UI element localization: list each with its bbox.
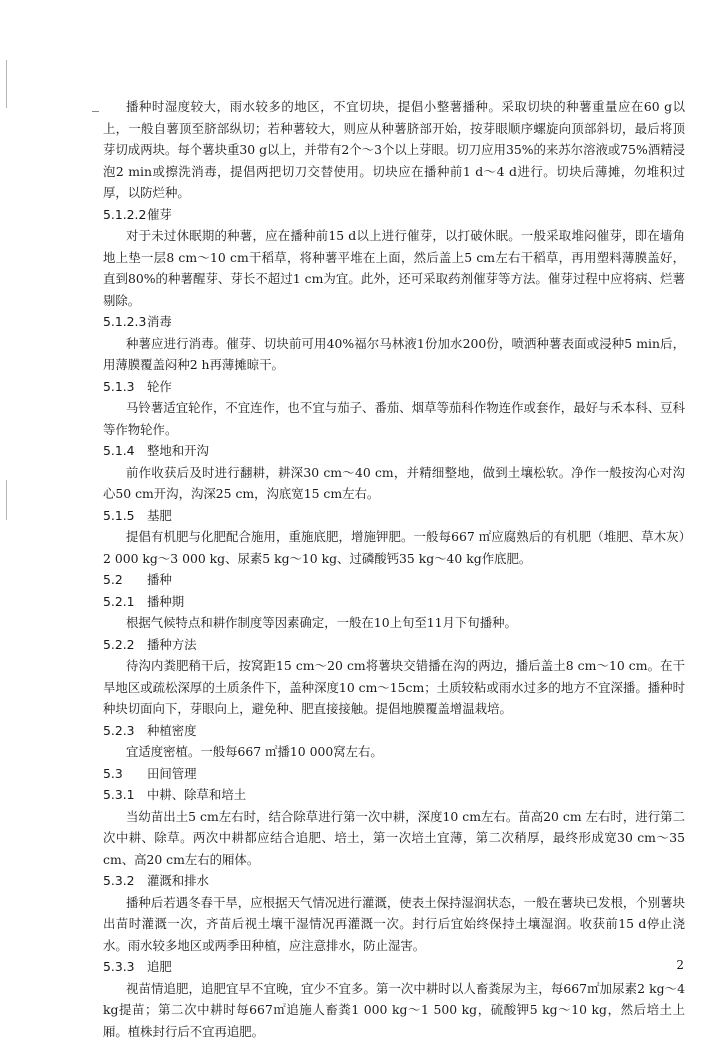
section-heading — [103, 634, 685, 656]
page-number: 2 — [676, 958, 684, 972]
document-body — [103, 96, 685, 1042]
section-heading — [103, 311, 685, 333]
section-number: 5.1.2.2 — [103, 204, 147, 226]
section-title: 灌溉和排水 — [147, 873, 209, 888]
section-title: 整地和开沟 — [147, 443, 209, 458]
section-number: 5.2.2 — [103, 634, 147, 656]
section-title: 追肥 — [147, 959, 172, 974]
paragraph: 宜适度密植。一般每667 ㎡播10 000窝左右。 — [103, 741, 685, 763]
section-title: 播种 — [147, 572, 172, 587]
section-number: 5.1.5 — [103, 505, 147, 527]
section-number: 5.1.4 — [103, 440, 147, 462]
section-number: 5.3.3 — [103, 956, 147, 978]
section-number: 5.2 — [103, 569, 147, 591]
section-number: 5.2.3 — [103, 720, 147, 742]
section-title: 种植密度 — [147, 723, 197, 738]
paragraph: 对于未过休眠期的种薯，应在播种前15 d以上进行催芽，以打破休眠。一般采取堆闷催芽，即在墙角地上垫一层8 cm～10 cm干稻草，将种薯平堆在上面，然后盖上5 cm左右干稻草，再用塑料薄膜盖好，直到80%的种薯醒芽、芽长不超过1 cm为宜。此外，还可采取药剂催芽等方法。催芽过程中应将病、烂薯剔除。 — [103, 225, 685, 311]
paragraph: 提倡有机肥与化肥配合施用，重施底肥，增施钾肥。一般每667 ㎡应腐熟后的有机肥（堆肥、草木灰）2 000 kg～3 000 kg、尿素5 kg～10 kg、过磷酸钙35 kg～40 kg作底肥。 — [103, 526, 685, 569]
scan-mark — [92, 111, 99, 112]
section-heading — [103, 376, 685, 398]
section-title: 田间管理 — [147, 766, 197, 781]
section-heading — [103, 591, 685, 613]
section-title: 消毒 — [147, 314, 172, 329]
section-heading — [103, 505, 685, 527]
paragraph: 马铃薯适宜轮作，不宜连作，也不宜与茄子、番茄、烟草等茄科作物连作或套作，最好与禾本科、豆科等作物轮作。 — [103, 397, 685, 440]
section-number: 5.2.1 — [103, 591, 147, 613]
section-number: 5.1.3 — [103, 376, 147, 398]
paragraph: 播种时湿度较大，雨水较多的地区，不宜切块，提倡小整薯播种。采取切块的种薯重量应在60 g以上，一般自薯顶至脐部纵切；若种薯较大，则应从种薯脐部开始，按芽眼顺序螺旋向顶部斜切，最后将顶芽切成两块。每个薯块重30 g以上，并带有2个～3个以上芽眼。切刀应用35%的来苏尔溶液或75%酒精浸泡2 min或擦洗消毒，提倡两把切刀交替使用。切块应在播种前1 d～4 d进行。切块后薄摊，勿堆积过厚，以防烂种。 — [103, 96, 685, 204]
section-heading — [103, 870, 685, 892]
section-title: 基肥 — [147, 508, 172, 523]
paragraph: 播种后若遇冬春干旱，应根据天气情况进行灌溉，使表土保持湿润状态，一般在薯块已发根，个别薯块出苗时灌溉一次，齐苗后视土壤干湿情况再灌溉一次。封行后宜始终保持土壤湿润。收获前15 d停止浇水。雨水较多地区或两季田种植，应注意排水，防止湿害。 — [103, 892, 685, 957]
section-heading — [103, 763, 685, 785]
section-heading — [103, 720, 685, 742]
section-heading — [103, 569, 685, 591]
section-title: 轮作 — [147, 379, 172, 394]
section-number: 5.3 — [103, 763, 147, 785]
section-heading — [103, 956, 685, 978]
paragraph: 当幼苗出土5 cm左右时，结合除草进行第一次中耕，深度10 cm左右。苗高20 cm 左右时，进行第二次中耕、除草。两次中耕都应结合追肥、培土，第一次培土宜薄，第二次稍厚，最终形成宽30 cm～35 cm、高20 cm左右的厢体。 — [103, 806, 685, 871]
section-number: 5.3.2 — [103, 870, 147, 892]
section-heading — [103, 784, 685, 806]
section-title: 播种方法 — [147, 637, 197, 652]
section-title: 中耕、除草和培土 — [147, 787, 246, 802]
section-number: 5.1.2.3 — [103, 311, 147, 333]
paragraph: 前作收获后及时进行翻耕，耕深30 cm～40 cm，并精细整地，做到土壤松软。净作一般按沟心对沟心50 cm开沟，沟深25 cm，沟底宽15 cm左右。 — [103, 462, 685, 505]
section-heading — [103, 440, 685, 462]
section-title: 播种期 — [147, 594, 184, 609]
paragraph: 视苗情追肥，追肥宜早不宜晚，宜少不宜多。第一次中耕时以人畜粪尿为主，每667㎡加尿素2 kg～4 kg提苗；第二次中耕时每667㎡追施人畜粪1 000 kg～1 500 kg，硫酸钾5 kg～10 kg，然后培土上厢。植株封行后不宜再追肥。 — [103, 978, 685, 1042]
paragraph: 根据气候特点和耕作制度等因素确定，一般在10上旬至11月下旬播种。 — [103, 612, 685, 634]
paragraph: 种薯应进行消毒。催芽、切块前可用40%福尔马林液1份加水200份，喷洒种薯表面或浸种5 min后，用薄膜覆盖闷种2 h再薄摊晾干。 — [103, 333, 685, 376]
section-title: 催芽 — [147, 207, 172, 222]
section-number: 5.3.1 — [103, 784, 147, 806]
section-heading — [103, 204, 685, 226]
scan-margin-line — [6, 480, 7, 520]
scan-margin-line — [6, 60, 7, 108]
paragraph: 待沟内粪肥稍干后，按窝距15 cm～20 cm将薯块交错播在沟的两边，播后盖土8 cm～10 cm。在干旱地区或疏松深厚的土质条件下，盖种深度10 cm～15cm；土质较粘或雨水过多的地方不宜深播。播种时种块切面向下，芽眼向上，避免种、肥直接接触。提倡地膜覆盖增温栽培。 — [103, 655, 685, 720]
